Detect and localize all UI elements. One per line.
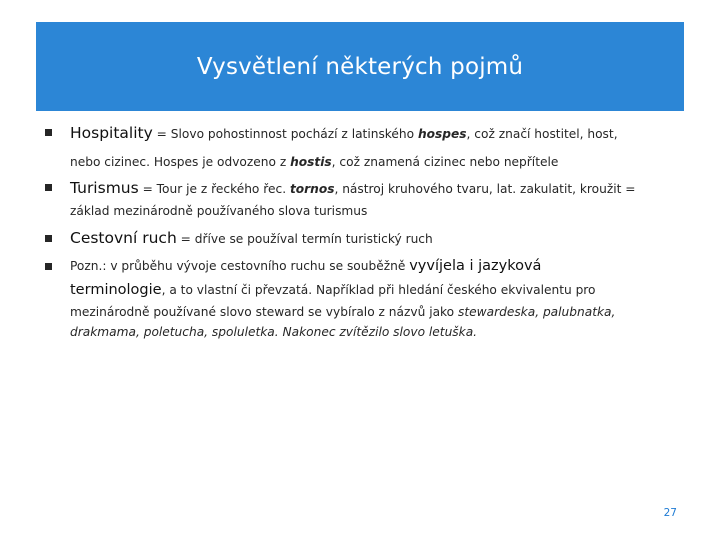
text-span: Pozn.: v průběhu vývoje cestovního ruchu se souběžně <box>70 259 410 273</box>
text-span: = dříve se používal termín turistický ruch <box>176 232 433 246</box>
term-label: Cestovní ruch <box>70 229 177 247</box>
emphasis-text: hospes <box>417 127 467 141</box>
item-line <box>70 325 477 339</box>
page-number: 27 <box>663 507 677 519</box>
square-bullet-icon <box>44 183 53 192</box>
text-span: = Tour je z řeckého řec. <box>138 182 290 196</box>
text-span: , což znamená cizinec nebo nepřítele <box>331 155 559 169</box>
item-line <box>70 204 367 218</box>
item-line <box>70 155 558 169</box>
item-line <box>70 282 596 298</box>
text-span: základ mezinárodně používaného slova turismus <box>70 204 368 218</box>
emphasis-text: hostis <box>290 155 332 169</box>
slide-title: Vysvětlení některých pojmů <box>196 53 524 80</box>
emphasis-text: stewardeska, palubnatka, <box>458 305 616 319</box>
text-span: , což značí hostitel, host, <box>466 127 618 141</box>
square-bullet-icon <box>44 128 53 137</box>
text-span: , a to vlastní či převzatá. Například při hledání českého ekvivalentu pro <box>161 283 596 297</box>
item-line <box>70 258 541 274</box>
square-bullet-icon <box>44 262 53 271</box>
term-label: Hospitality <box>70 124 153 142</box>
emphasis-text: tornos <box>289 182 335 196</box>
item-line <box>70 124 618 142</box>
term-label: Turismus <box>70 179 139 197</box>
item-line <box>70 305 615 319</box>
item-line <box>70 229 433 247</box>
item-line <box>70 179 636 197</box>
square-bullet-icon <box>44 234 53 243</box>
emphasis-text: terminologie <box>70 282 162 298</box>
text-span: mezinárodně používané slovo steward se vybíralo z názvů jako <box>70 305 459 319</box>
emphasis-text: vyvíjela i jazyková <box>409 258 542 274</box>
text-span: = Slovo pohostinnost pochází z latinského <box>152 127 418 141</box>
text-span: drakmama, poletucha, spoluletka. Nakonec zvítězilo slovo letuška. <box>70 325 478 339</box>
text-span: nebo cizinec. Hospes je odvozeno z <box>70 155 291 169</box>
text-span: , nástroj kruhového tvaru, lat. zakulatit, kroužit = <box>334 182 636 196</box>
